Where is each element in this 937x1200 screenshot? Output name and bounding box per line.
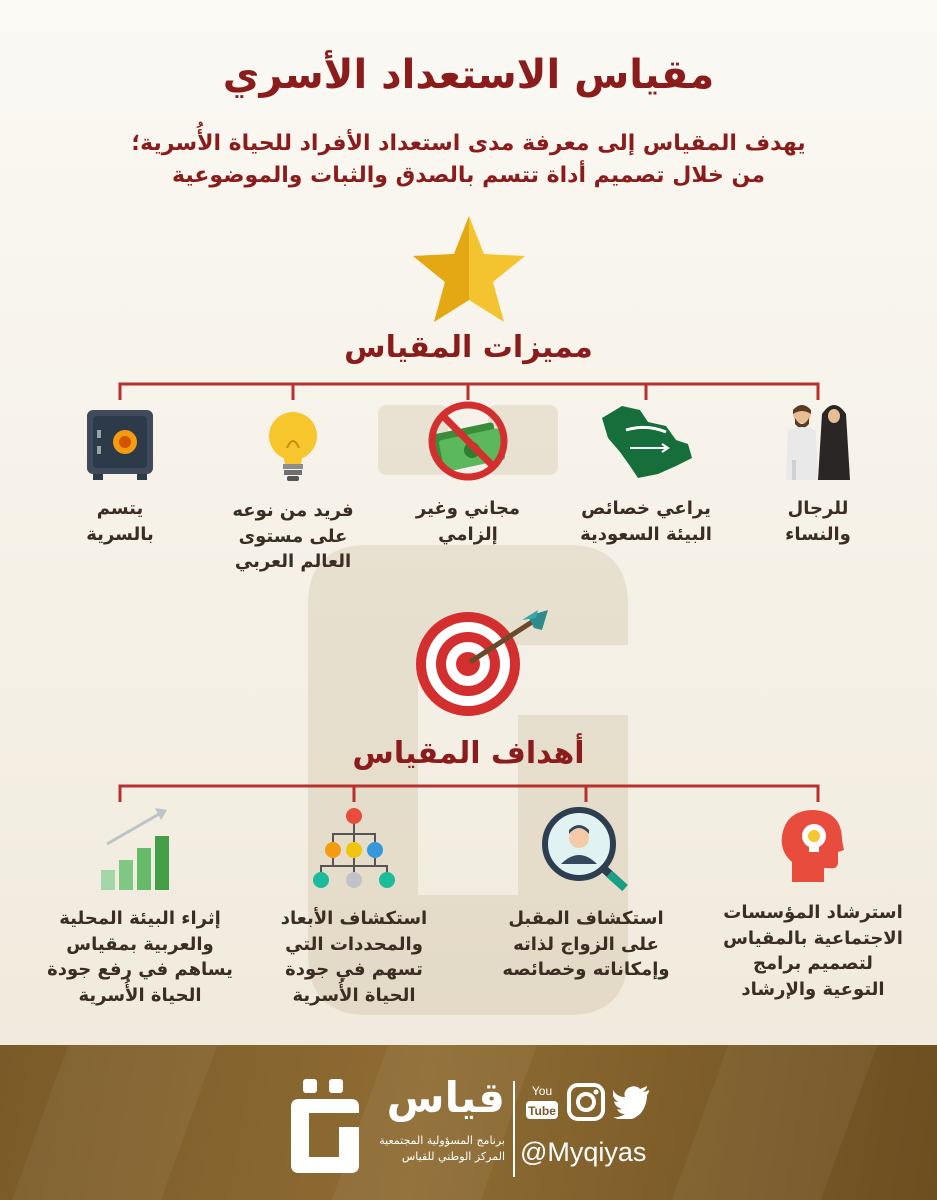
twitter-icon[interactable] [613,1085,651,1119]
goal-label: استكشاف الأبعاد والمحددات التي تسهم في جودة الحياة الأُسرية [280,908,428,1006]
goal-label: استرشاد المؤسسات الاجتماعية بالمقياس لتصميم برامج التوعية والإرشاد [723,902,903,1000]
brand-name: قياس [386,1073,505,1122]
goal-label: استكشاف المقبل على الزواج لذاته وإمكاناته وخصائصه [502,908,670,981]
goal-item [486,806,686,983]
head-idea-icon [778,806,848,886]
features-title: مميزات المقياس [344,330,593,365]
hierarchy-icon [311,806,397,892]
svg-text:Tube: Tube [528,1104,556,1118]
goal-label: إثراء البيئة المحلية والعربية بمقياس يساهم في رفع جودة الحياة الأُسرية [47,908,233,1006]
social-handle[interactable]: @Myqiyas [520,1137,647,1167]
brand-subtitle: برنامج المسؤولية المجتمعية المركز الوطني للقياس [379,1134,505,1163]
feature-label: للرجال والنساء [785,498,851,545]
brand [285,1073,505,1183]
footer [0,1045,937,1200]
goals-title: أهداف المقياس [352,736,585,771]
feature-label: يتسم بالسرية [86,498,154,545]
footer-divider [513,1081,515,1177]
subtitle-line: من خلال تصميم أداة تتسم بالصدق والثبات والموضوعية [172,162,765,188]
instagram-icon[interactable] [567,1083,605,1121]
growth-chart-icon [95,806,185,892]
goal-item [718,806,908,1002]
youtube-icon[interactable] [523,1081,561,1121]
goal-item [264,806,444,1008]
goal-item [30,806,250,1008]
feature-label: مجاني وغير إلزامي [415,498,521,545]
magnifier-person-icon [541,806,631,892]
subtitle-line: يهدف المقياس إلى معرفة مدى استعداد الأفراد للحياة الأُسرية؛ [131,131,806,156]
page-title: مقياس الاستعداد الأسري [222,52,715,98]
feature-label: يراعي خصائص البيئة السعودية [580,498,712,545]
svg-text:You: You [531,1084,553,1098]
feature-label: فريد من نوعه على مستوى العالم العربي [232,500,354,573]
brand-logo-icon [285,1077,365,1177]
social-icons [523,1081,653,1125]
